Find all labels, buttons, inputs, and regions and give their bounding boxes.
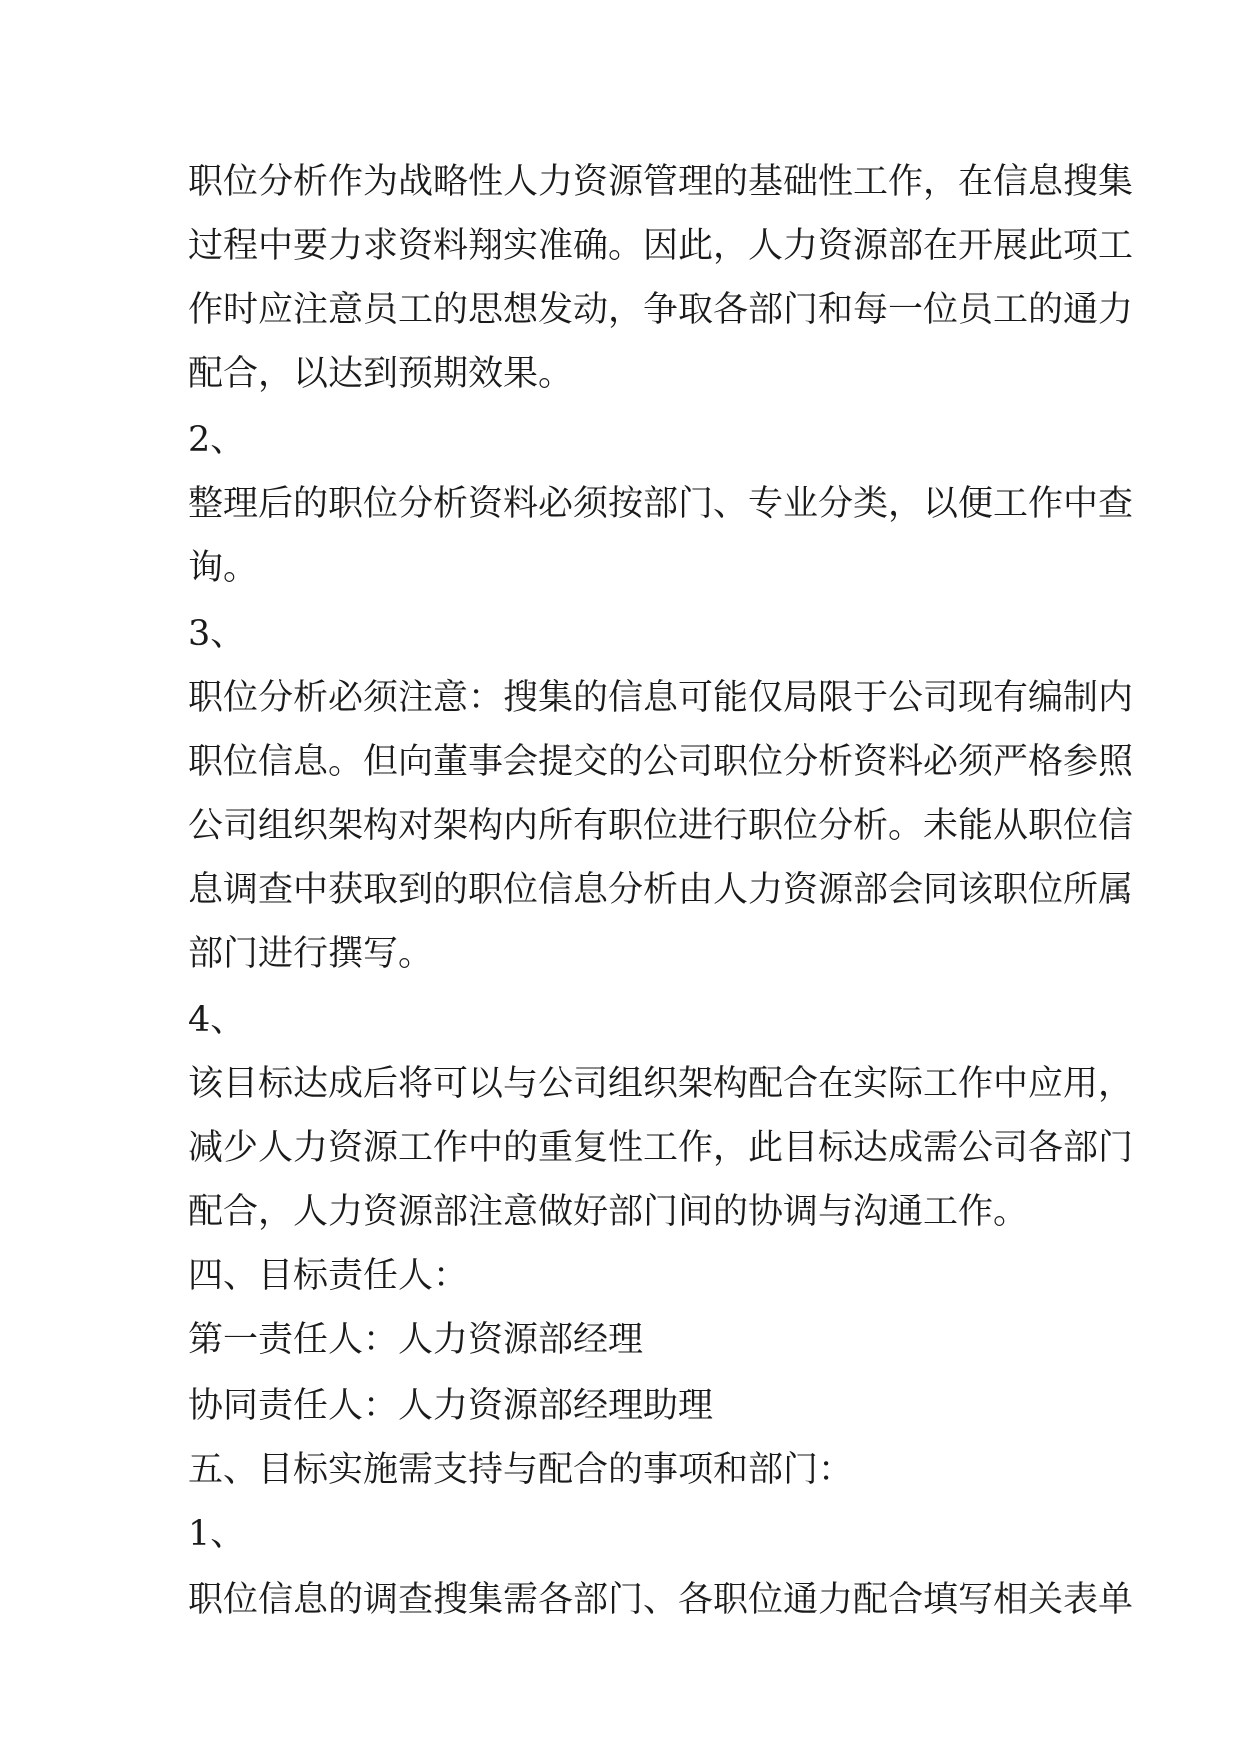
paragraph-line: 作时应注意员工的思想发动，争取各部门和每一位员工的通力	[188, 290, 1134, 330]
section-heading: 四、目标责任人：	[188, 1256, 469, 1296]
paragraph-line: 第一责任人：人力资源部经理	[188, 1320, 644, 1360]
list-number: 4、	[188, 1000, 246, 1040]
section-heading: 五、目标实施需支持与配合的事项和部门：	[188, 1450, 854, 1490]
paragraph-line: 息调查中获取到的职位信息分析由人力资源部会同该职位所属	[188, 870, 1134, 910]
paragraph-line: 整理后的职位分析资料必须按部门、专业分类，以便工作中查	[188, 484, 1134, 524]
paragraph-line: 过程中要力求资料翔实准确。因此，人力资源部在开展此项工	[188, 226, 1134, 266]
list-number: 3、	[188, 614, 246, 654]
paragraph-line: 职位信息的调查搜集需各部门、各职位通力配合填写相关表单	[188, 1580, 1134, 1620]
paragraph-line: 该目标达成后将可以与公司组织架构配合在实际工作中应用，	[188, 1064, 1134, 1104]
paragraph-line: 减少人力资源工作中的重复性工作，此目标达成需公司各部门	[188, 1128, 1134, 1168]
paragraph-line: 协同责任人：人力资源部经理助理	[188, 1386, 714, 1426]
paragraph-line: 职位分析必须注意：搜集的信息可能仅局限于公司现有编制内	[188, 678, 1134, 718]
list-number: 2、	[188, 420, 246, 460]
paragraph-line: 职位信息。但向董事会提交的公司职位分析资料必须严格参照	[188, 742, 1134, 782]
paragraph-line: 配合，人力资源部注意做好部门间的协调与沟通工作。	[188, 1192, 1029, 1232]
paragraph-line: 职位分析作为战略性人力资源管理的基础性工作，在信息搜集	[188, 162, 1134, 202]
paragraph-line: 部门进行撰写。	[188, 934, 434, 974]
paragraph-line: 配合，以达到预期效果。	[188, 354, 574, 394]
paragraph-line: 询。	[188, 548, 259, 588]
list-number: 1、	[188, 1514, 246, 1554]
paragraph-line: 公司组织架构对架构内所有职位进行职位分析。未能从职位信	[188, 806, 1134, 846]
